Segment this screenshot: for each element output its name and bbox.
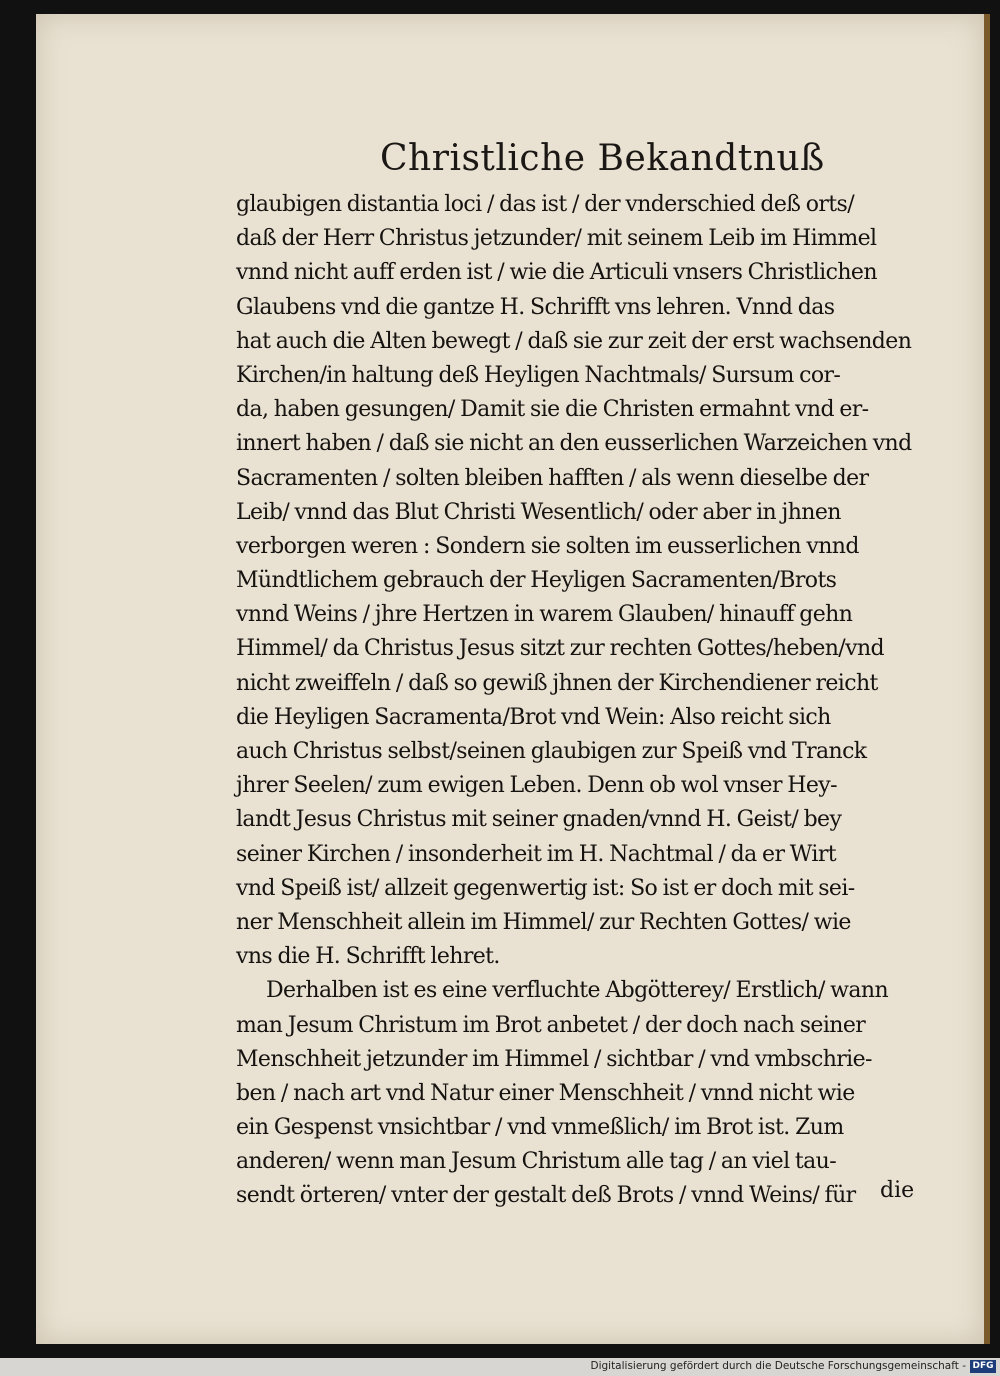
text-line: ner Menschheit allein im Himmel/ zur Rechten Gottes/ wie bbox=[236, 909, 851, 935]
page-edge bbox=[984, 14, 990, 1344]
text-line: man Jesum Christum im Brot anbetet / der doch nach seiner bbox=[236, 1012, 866, 1038]
footer-credit: Digitalisierung gefördert durch die Deutsche Forschungsgemeinschaft - bbox=[590, 1360, 966, 1372]
text-line: landt Jesus Christus mit seiner gnaden/vnnd H. Geist/ bey bbox=[236, 807, 842, 833]
text-line: hat auch die Alten bewegt / daß sie zur zeit der erst wachsenden bbox=[236, 328, 912, 354]
text-line: innert haben / daß sie nicht an den eusserlichen Warzeichen vnd bbox=[236, 431, 912, 457]
text-line: Leib/ vnnd das Blut Christi Wesentlich/ oder aber in jhnen bbox=[236, 499, 841, 525]
text-line: sendt örteren/ vnter der gestalt deß Brots / vnnd Weins/ für bbox=[236, 1183, 856, 1209]
text-line: die Heyligen Sacramenta/Brot vnd Wein: Also reicht sich bbox=[236, 704, 831, 730]
text-line: Menschheit jetzunder im Himmel / sichtbar / vnd vmbschrie- bbox=[236, 1046, 872, 1072]
text-line: Kirchen/in haltung deß Heyligen Nachtmals/ Sursum cor- bbox=[236, 362, 841, 388]
text-line: da, haben gesungen/ Damit sie die Christen ermahnt vnd er- bbox=[236, 397, 869, 423]
text-line: daß der Herr Christus jetzunder/ mit seinem Leib im Himmel bbox=[236, 226, 877, 252]
text-line: jhrer Seelen/ zum ewigen Leben. Denn ob wol vnser Hey- bbox=[236, 773, 837, 799]
text-line: nicht zweiffeln / daß so gewiß jhnen der Kirchendiener reicht bbox=[236, 670, 878, 696]
running-header: Christliche Bekandtnuß bbox=[380, 138, 825, 179]
catchword: die bbox=[880, 1178, 915, 1203]
text-line: vnnd Weins / jhre Hertzen in warem Glauben/ hinauff gehn bbox=[236, 602, 853, 628]
text-line: seiner Kirchen / insonderheit im H. Nachtmal / da er Wirt bbox=[236, 841, 837, 867]
text-line: Himmel/ da Christus Jesus sitzt zur rechten Gottes/heben/vnd bbox=[236, 636, 885, 662]
text-line: vns die H. Schrifft lehret. bbox=[236, 944, 500, 970]
body-text bbox=[236, 188, 926, 1214]
text-line: verborgen weren : Sondern sie solten im eusserlichen vnnd bbox=[236, 533, 859, 559]
text-line: auch Christus selbst/seinen glaubigen zur Speiß vnd Tranck bbox=[236, 739, 867, 764]
text-line: vnnd nicht auff erden ist / wie die Articuli vnsers Christlichen bbox=[236, 260, 877, 286]
text-line: Derhalben ist es eine verfluchte Abgötterey/ Erstlich/ wann bbox=[266, 978, 889, 1004]
text-line: anderen/ wenn man Jesum Christum alle tag / an viel tau- bbox=[236, 1149, 837, 1175]
text-line: ben / nach art vnd Natur einer Menschheit / vnnd nicht wie bbox=[236, 1080, 855, 1106]
dfg-logo: DFG bbox=[970, 1360, 996, 1373]
text-line: glaubigen distantia loci / das ist / der vnderschied deß orts/ bbox=[236, 192, 855, 217]
text-line: ein Gespenst vnsichtbar / vnd vnmeßlich/ im Brot ist. Zum bbox=[236, 1115, 844, 1141]
text-line: Glaubens vnd die gantze H. Schrifft vns lehren. Vnnd das bbox=[236, 294, 835, 320]
text-line: Mündtlichem gebrauch der Heyligen Sacramenten/Brots bbox=[236, 568, 837, 594]
text-line: Sacramenten / solten bleiben hafften / als wenn dieselbe der bbox=[236, 465, 869, 491]
text-line: vnd Speiß ist/ allzeit gegenwertig ist: So ist er doch mit sei- bbox=[236, 875, 855, 901]
